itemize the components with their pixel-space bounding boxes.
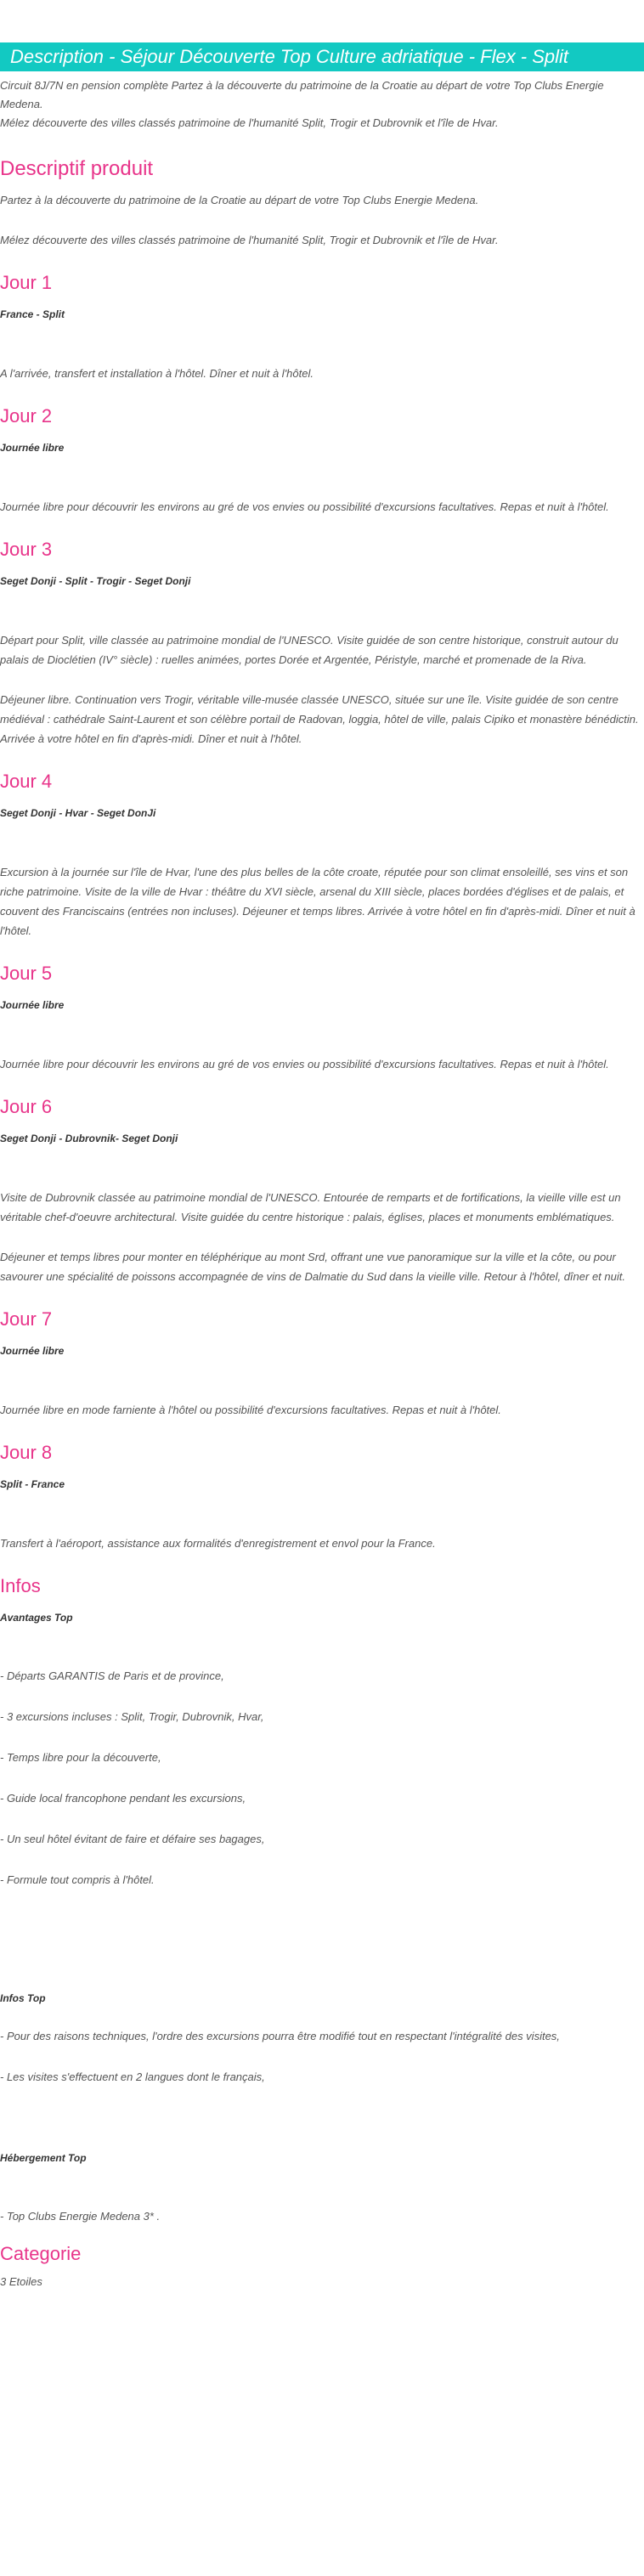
day-6-heading: Jour 6	[0, 1096, 53, 1117]
categorie-heading: Categorie	[0, 2243, 82, 2264]
day-8-paragraph: Transfert à l'aéroport, assistance aux formalités d'enregistrement et envol pour la France.	[0, 1537, 436, 1550]
day-4-route: Seget Donji - Hvar - Seget DonJi	[0, 807, 156, 819]
day-2-paragraph: Journée libre pour découvrir les environs au gré de vos envies ou possibilité d'excursions facultatives. Repas et nuit à l'hôtel.	[0, 500, 609, 513]
day-3-heading: Jour 3	[0, 539, 53, 560]
day-5-route: Journée libre	[0, 999, 65, 1011]
day-2-route: Journée libre	[0, 442, 65, 454]
list-item: - Top Clubs Energie Medena 3* .	[0, 2210, 161, 2223]
list-item: - Les visites s'effectuent en 2 langues dont le français,	[0, 2070, 265, 2083]
hebergement-top-heading: Hébergement Top	[0, 2152, 87, 2164]
day-1-route: France - Split	[0, 308, 65, 320]
descriptif-paragraph-1: Partez à la découverte du patrimoine de la Croatie au départ de votre Top Clubs Energie Medena.	[0, 194, 479, 206]
page	[0, 42, 644, 2291]
day-5-paragraph: Journée libre pour découvrir les environs au gré de vos envies ou possibilité d'excursions facultatives. Repas et nuit à l'hôtel.	[0, 1058, 609, 1071]
day-8-route: Split - France	[0, 1478, 65, 1490]
day-3-route: Seget Donji - Split - Trogir - Seget Donji	[0, 575, 191, 587]
list-item: - Temps libre pour la découverte,	[0, 1751, 161, 1764]
day-6-route: Seget Donji - Dubrovnik- Seget Donji	[0, 1133, 178, 1144]
day-3-paragraph-2: Déjeuner libre. Continuation vers Trogir, véritable ville-musée classée UNESCO, située sur une île. Visite guidée de son centre médiéval : cathédrale Saint-Laurent et son célèbre portail de Radovan, loggia, hôtel de ville, palais Cipiko et monastère bénédictin. Arrivée à votre hôtel en fin d'après-midi. Dîner et nuit à l'hôtel.	[0, 693, 639, 745]
day-1-heading: Jour 1	[0, 272, 53, 293]
day-4-heading: Jour 4	[0, 771, 53, 792]
intro-line-2: Mélez découverte des villes classés patrimoine de l'humanité Split, Trogir et Dubrovnik et l'île de Hvar.	[0, 116, 499, 129]
day-5-heading: Jour 5	[0, 963, 53, 984]
list-item: - Pour des raisons techniques, l'ordre des excursions pourra être modifié tout en respectant l'intégralité des visites,	[0, 2030, 560, 2042]
list-item: - Formule tout compris à l'hôtel.	[0, 1873, 155, 1886]
categorie-value: 3 Etoiles	[0, 2275, 42, 2288]
descriptif-heading: Descriptif produit	[0, 157, 154, 180]
day-2-heading: Jour 2	[0, 405, 53, 427]
day-1-paragraph: A l'arrivée, transfert et installation à l'hôtel. Dîner et nuit à l'hôtel.	[0, 367, 314, 380]
day-7-heading: Jour 7	[0, 1308, 53, 1330]
descriptif-paragraph-2: Mélez découverte des villes classés patrimoine de l'humanité Split, Trogir et Dubrovnik et l'île de Hvar.	[0, 234, 499, 246]
intro-line-1: Circuit 8J/7N en pension complète Partez à la découverte du patrimoine de la Croatie au départ de votre Top Clubs Energie Medena.	[0, 79, 604, 110]
list-item: - 3 excursions incluses : Split, Trogir, Dubrovnik, Hvar,	[0, 1710, 264, 1723]
day-6-paragraph-2: Déjeuner et temps libres pour monter en téléphérique au mont Srd, offrant une vue panoramique sur la ville et la côte, ou pour savourer une spécialité de poissons accompagnée de vins de Dalmatie du Sud dans la vieille ville. Retour à l'hôtel, dîner et nuit.	[0, 1251, 625, 1283]
day-3-paragraph-1: Départ pour Split, ville classée au patrimoine mondial de l'UNESCO. Visite guidée de son centre historique, construit autour du palais de Dioclétien (IV° siècle) : ruelles animées, portes Dorée et Argentée, Péristyle, marché et promenade de la Riva.	[0, 634, 619, 666]
page-title: Description - Séjour Découverte Top Culture adriatique - Flex - Split	[0, 42, 644, 71]
infos-heading: Infos	[0, 1575, 41, 1596]
day-7-route: Journée libre	[0, 1345, 65, 1357]
day-6-paragraph-1: Visite de Dubrovnik classée au patrimoine mondial de l'UNESCO. Entourée de remparts et de fortifications, la vieille ville est un véritable chef-d'oeuvre architectural. Visite guidée du centre historique : palais, églises, places et monuments emblématiques.	[0, 1191, 621, 1223]
day-4-paragraph: Excursion à la journée sur l'île de Hvar, l'une des plus belles de la côte croate, réputée pour son climat ensoleillé, ses vins et son riche patrimoine. Visite de la ville de Hvar : théâtre du XVI siècle, arsenal du XIII siècle, places bordées d'églises et de palais, et couvent des Franciscains (entrées non incluses). Déjeuner et temps libres. Arrivée à votre hôtel en fin d'après-midi. Dîner et nuit à l'hôtel.	[0, 866, 636, 937]
list-item: - Départs GARANTIS de Paris et de province,	[0, 1669, 224, 1682]
day-7-paragraph: Journée libre en mode farniente à l'hôtel ou possibilité d'excursions facultatives. Repas et nuit à l'hôtel.	[0, 1404, 501, 1416]
infos-top-heading: Infos Top	[0, 1992, 46, 2004]
day-8-heading: Jour 8	[0, 1442, 53, 1463]
avantages-top-heading: Avantages Top	[0, 1612, 73, 1624]
list-item: - Guide local francophone pendant les excursions,	[0, 1792, 246, 1805]
list-item: - Un seul hôtel évitant de faire et défaire ses bagages,	[0, 1833, 265, 1845]
